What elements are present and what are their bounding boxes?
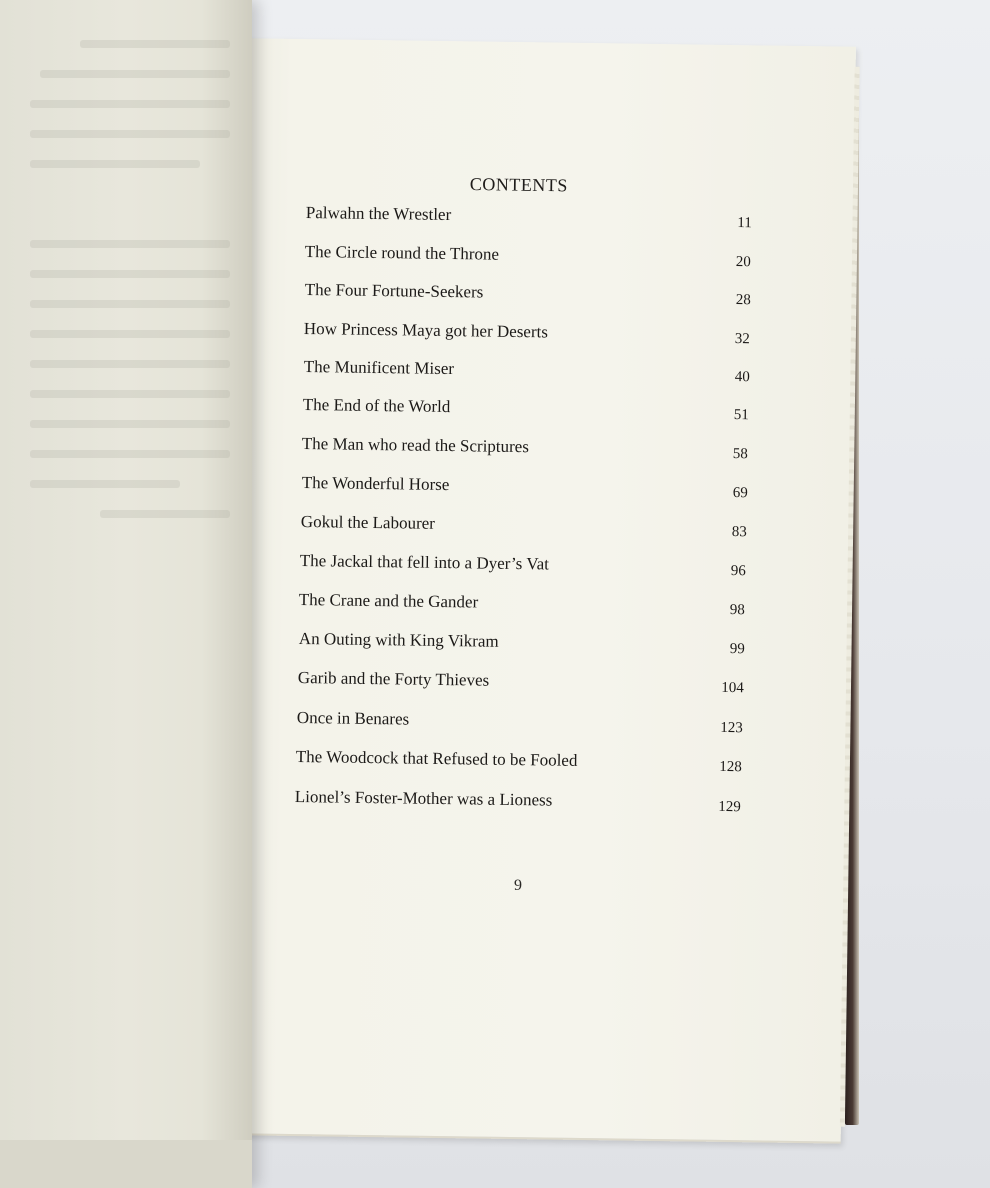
toc-entry-page: 123 [720,719,743,737]
toc-entry [303,395,763,431]
show-through-text [30,270,230,278]
toc-entry-page: 32 [734,331,750,348]
toc-entry-title: The Crane and the Gander [298,590,479,612]
toc-entry-title: Garib and the Forty Thieves [297,668,490,690]
toc-entry-page: 11 [737,215,752,232]
toc-entry [302,473,762,509]
toc-entry [299,629,759,665]
toc-entry-page: 51 [733,407,749,424]
toc-entry-title: The Jackal that fell into a Dyer’s Vat [299,551,550,574]
show-through-text [30,330,230,338]
toc-entry-page: 40 [734,369,750,386]
toc-entry-title: The Man who read the Scriptures [301,434,530,457]
toc-entry-page: 69 [732,485,748,502]
toc-entry [295,787,755,823]
toc-entry-title: Once in Benares [296,708,410,729]
toc-entry [304,357,764,393]
toc-entry [300,551,760,587]
toc-entry-page: 129 [718,798,741,816]
show-through-text [30,420,230,428]
toc-entry-title: An Outing with King Vikram [298,629,499,651]
show-through-text [30,480,180,488]
toc-entry [305,280,765,316]
show-through-text [30,240,230,248]
toc-entry-page: 28 [735,292,751,309]
contents-heading: CONTENTS [469,174,568,196]
show-through-text [30,390,230,398]
toc-entry [304,319,764,355]
show-through-text [30,100,230,108]
left-page [0,0,252,1188]
toc-entry-page: 128 [719,758,742,776]
show-through-text [30,130,230,138]
toc-entry-title: The Woodcock that Refused to be Fooled [295,747,578,770]
toc-entry-page: 20 [735,254,751,271]
toc-entry-page: 99 [729,641,745,658]
toc-entry-title: Lionel’s Foster-Mother was a Lioness [294,787,553,810]
toc-entry-page: 96 [730,563,746,580]
show-through-text [40,70,230,78]
toc-entry [298,668,758,704]
toc-entry-title: The Munificent Miser [303,357,455,379]
show-through-text [80,40,230,48]
show-through-text [30,360,230,368]
toc-entry-title: The End of the World [302,395,451,417]
toc-entry-title: The Four Fortune-Seekers [304,280,484,302]
toc-entry [302,434,762,470]
toc-entry-title: The Circle round the Throne [304,242,500,264]
toc-entry-title: How Princess Maya got her Deserts [303,319,549,342]
page-stack-edge [0,1140,252,1188]
toc-entry-title: The Wonderful Horse [301,473,450,495]
toc-entry-title: Gokul the Labourer [300,512,436,533]
toc-entry [296,747,756,783]
page-number: 9 [514,877,522,894]
toc-entry-page: 83 [731,524,747,541]
show-through-text [100,510,230,518]
show-through-text [30,450,230,458]
toc-entry [301,512,761,548]
toc-entry-page: 104 [721,679,744,697]
toc-entry [299,590,759,626]
toc-entry-page: 58 [732,446,748,463]
toc-entry-title: Palwahn the Wrestler [305,203,452,225]
toc-entry-page: 98 [729,602,745,619]
show-through-text [30,300,230,308]
toc-entry [297,708,757,744]
show-through-text [30,160,200,168]
toc-entry [306,203,766,239]
toc-entry [305,242,765,278]
